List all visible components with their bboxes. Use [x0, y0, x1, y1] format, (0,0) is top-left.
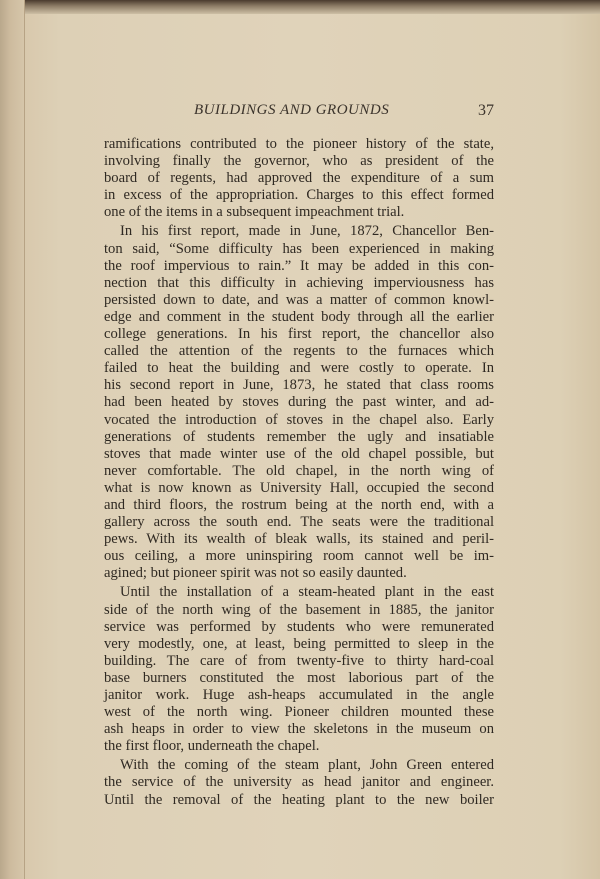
- text-line: called the attention of the regents to the furnaces which: [104, 343, 494, 360]
- text-line: involving finally the governor, who as president of the: [104, 153, 494, 170]
- text-line: never comfortable. The old chapel, in the north wing of: [104, 462, 494, 479]
- text-line: ton said, “Some difficulty has been experienced in making: [104, 240, 494, 257]
- text-line: With the coming of the steam plant, John Green entered: [120, 757, 494, 774]
- text-line: In his first report, made in June, 1872, Chancellor Ben-: [120, 223, 494, 240]
- text-line: what is now known as University Hall, occupied the second: [104, 479, 494, 496]
- text-line: west of the north wing. Pioneer children mounted these: [104, 704, 494, 721]
- text-line: janitor work. Huge ash-heaps accumulated in the angle: [104, 687, 494, 703]
- text-line: ous ceiling, a more uninspiring room cannot well be im-: [104, 548, 494, 565]
- text-line: persisted down to date, and was a matter of common knowl-: [104, 291, 494, 308]
- text-line: in excess of the appropriation. Charges to this effect formed: [104, 187, 494, 204]
- text-line: agined; but pioneer spirit was not so easily daunted.: [104, 565, 407, 582]
- body-text: [104, 136, 494, 809]
- paragraph: [104, 223, 494, 582]
- text-line: edge and comment in the student body through all the earlier: [104, 308, 494, 325]
- text-line: the first floor, underneath the chapel.: [104, 738, 320, 755]
- book-spine-gutter: [0, 0, 25, 879]
- text-line: one of the items in a subsequent impeachment trial.: [104, 204, 405, 221]
- text-line: Until the installation of a steam-heated plant in the east: [120, 584, 494, 601]
- text-line: nection that this difficulty in achieving imperviousness has: [104, 274, 494, 291]
- paragraph: [104, 757, 494, 808]
- text-line: side of the north wing of the basement in 1885, the janitor: [104, 601, 494, 618]
- text-line: ramifications contributed to the pioneer history of the state,: [104, 136, 494, 152]
- text-line: very modestly, one, at least, being permitted to sleep in the: [104, 635, 494, 652]
- paragraph: [104, 136, 494, 221]
- text-line: building. The care of from twenty-five to thirty hard-coal: [104, 652, 494, 669]
- page-top-edge: [0, 0, 600, 14]
- text-line: generations of students remember the ugly and insatiable: [104, 428, 494, 445]
- text-line: board of regents, had approved the expenditure of a sum: [104, 170, 494, 187]
- text-line: gallery across the south end. The seats were the traditional: [104, 514, 494, 531]
- running-head: BUILDINGS AND GROUNDS: [194, 102, 390, 118]
- text-line: the roof impervious to rain.” It may be added in this con-: [104, 257, 494, 274]
- text-line: Until the removal of the heating plant to the new boiler: [104, 791, 494, 808]
- text-line: base burners constituted the most laborious part of the: [104, 669, 494, 686]
- text-line: his second report in June, 1873, he stated that class rooms: [104, 377, 494, 394]
- text-line: stoves that made winter use of the old chapel possible, but: [104, 445, 494, 462]
- page-header: [106, 102, 494, 126]
- paragraph: [104, 584, 494, 755]
- text-line: service was performed by students who were remunerated: [104, 618, 494, 635]
- text-line: ash heaps in order to view the skeletons in the museum on: [104, 721, 494, 738]
- text-line: failed to heat the building and were costly to operate. In: [104, 360, 494, 377]
- text-line: had been heated by stoves during the past winter, and ad-: [104, 394, 494, 411]
- text-line: the service of the university as head janitor and engineer.: [104, 774, 494, 791]
- text-line: college generations. In his first report, the chancellor also: [104, 326, 494, 343]
- text-line: vocated the introduction of stoves in the chapel also. Early: [104, 411, 494, 428]
- page-number: 37: [478, 102, 494, 119]
- text-line: and third floors, the rostrum being at the north end, with a: [104, 496, 494, 513]
- text-line: pews. With its wealth of bleak walls, its stained and peril-: [104, 531, 494, 548]
